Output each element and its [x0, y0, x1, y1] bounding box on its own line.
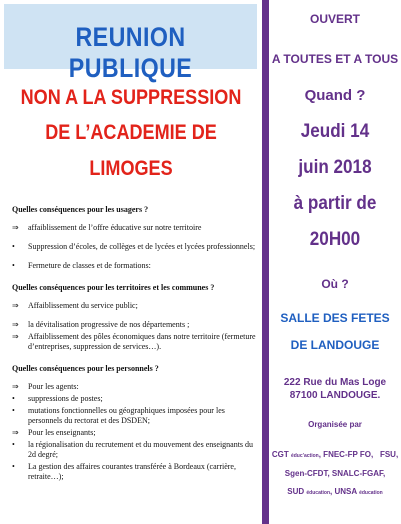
org-cgt: CGT: [271, 450, 289, 459]
arrow-bullet-icon: ⇒: [12, 428, 19, 437]
arrow-bullet-icon: ⇒: [12, 223, 19, 232]
title-banner: [4, 4, 257, 83]
org-fnec: , FNEC-FP FO,: [318, 450, 374, 459]
list-item-text: Suppression d’écoles, de collèges et de lycées et lycées professionnels;: [28, 242, 256, 251]
consequences-content: [12, 205, 260, 484]
list-item: [12, 406, 260, 426]
list-item-text: Pour les enseignants;: [28, 428, 96, 437]
list-item: [12, 223, 260, 233]
list-item: [12, 261, 260, 271]
audience-label: A TOUTES ET A TOUS: [271, 52, 399, 66]
list-item: [12, 462, 260, 482]
section-heading-territories: Quelles conséquences pour les territoires et les communes ?: [12, 283, 215, 292]
dot-bullet-icon: •: [12, 394, 15, 403]
arrow-bullet-icon: ⇒: [12, 320, 19, 329]
list-item-text: la dévitalisation progressive de nos départements ;: [28, 320, 190, 329]
org-sud: SUD: [287, 487, 305, 496]
list-item-text: suppressions de postes;: [28, 394, 103, 403]
headline-line-2: DE L’ACADEMIE DE: [45, 121, 217, 144]
address-line-1: 222 Rue du Mas Loge: [283, 377, 387, 388]
organisers-line-1: [269, 446, 401, 465]
list-item: [12, 394, 260, 404]
headline-line-1: NON A LA SUPPRESSION: [20, 86, 242, 109]
list-item: [12, 332, 260, 352]
headline-line-3: LIMOGES: [89, 157, 173, 180]
right-column: [269, 0, 401, 524]
org-cgt-sub: éduc’action: [290, 453, 319, 459]
list-item-text: Affaiblissement des pôles économiques dans notre territoire (fermeture d’entreprises, suppression de services…).: [28, 332, 256, 351]
dot-bullet-icon: •: [12, 261, 15, 270]
time-line-1: à partir de: [293, 193, 377, 214]
org-unsa: , UNSA: [330, 487, 357, 496]
list-item: [12, 301, 260, 311]
dot-bullet-icon: •: [12, 406, 15, 415]
org-sud-sub: éducation: [306, 490, 331, 496]
purple-divider: [262, 0, 269, 524]
list-item: [12, 428, 260, 438]
list-item-text: La gestion des affaires courantes transférée à Bordeaux (carrière, retraite…);: [28, 462, 236, 481]
venue-line-2: DE LANDOUGE: [290, 338, 380, 352]
list-item-text: Fermeture de classes et de formations:: [28, 261, 151, 270]
list-item: [12, 320, 260, 330]
list-item: [12, 440, 260, 460]
venue-line-1: SALLE DES FETES: [280, 311, 390, 325]
section-heading-staff: Quelles conséquences pour les personnels ?: [12, 364, 159, 373]
organisers-line-2: Sgen-CFDT, SNALC-FGAF,: [284, 469, 386, 478]
org-fsu: FSU,: [379, 450, 399, 459]
organisers-list: [269, 446, 401, 502]
date-line-1: Jeudi 14: [300, 121, 370, 142]
list-item-text: Affaiblissement du service public;: [28, 301, 138, 310]
arrow-bullet-icon: ⇒: [12, 301, 19, 310]
date-line-2: juin 2018: [298, 157, 372, 178]
when-label: Quand ?: [304, 87, 366, 104]
dot-bullet-icon: •: [12, 242, 15, 251]
list-item-text: mutations fonctionnelles ou géographiques imposées pour les personnels du rectorat et des DSDEN;: [28, 406, 225, 425]
list-item-text: Pour les agents:: [28, 382, 79, 391]
list-item: [12, 382, 260, 392]
list-item: [12, 242, 260, 252]
open-label: OUVERT: [309, 12, 360, 26]
organisers-line-3: [269, 483, 401, 502]
organised-by-label: Organisée par: [308, 420, 362, 429]
where-label: Où ?: [321, 277, 349, 291]
org-unsa-sub: éducation: [359, 490, 383, 496]
address-line-2: 87100 LANDOUGE.: [289, 390, 381, 401]
arrow-bullet-icon: ⇒: [12, 382, 19, 391]
dot-bullet-icon: •: [12, 440, 15, 449]
page-title: REUNION PUBLIQUE: [68, 22, 193, 83]
time-line-2: 20H00: [309, 229, 361, 250]
dot-bullet-icon: •: [12, 462, 15, 471]
list-item-text: la régionalisation du recrutement et du mouvement des enseignants du 2d degré;: [28, 440, 254, 459]
arrow-bullet-icon: ⇒: [12, 332, 19, 341]
list-item-text: affaiblissement de l’offre éducative sur notre territoire: [28, 223, 202, 232]
section-heading-users: Quelles conséquences pour les usagers ?: [12, 205, 149, 214]
